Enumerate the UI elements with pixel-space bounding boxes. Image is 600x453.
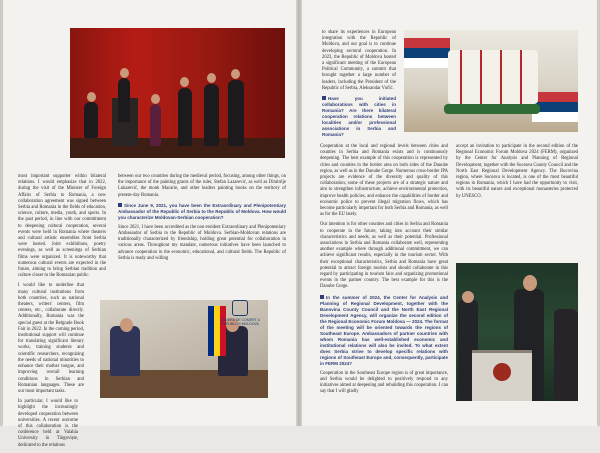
paragraph: to share its experiences in European integration with the Republic of Moldova, and our goal is to continue developing sectoral cooperation. In 2023, the Republic of Moldova hosted a significant meeting of the European Political Community, a summit that brought together a large number of leaders, including the President of the Republic of Serbia, Aleksandar Vučić. [322,30,396,91]
paragraph: between our two countries during the medieval period, focusing, among other things, on the importance of the painting grants of the ruler, Stefan Lazarević, as well as Dimitrije Lukarević, the monk Macarie, and other leaders painting books on the territory of present-day Romania. [118,174,286,198]
person [110,326,140,376]
paragraph: Cooperation at the local and regional levels between cities and counties in Serbia and Romania exists and is continuously deepening. The best example of this cooperation is represented by cities and counties in the border area on both sides of the Danube region, as well as in the Danube Gorge. Numerous cross-border IPA projects are evidence of the diversity and quality of this collaboration; some of these projects are of a strategic nature and aim to strengthen infrastructure, achieve environmental protection, improve health policies, and enhance the capabilities of border and economic police to prevent illegal migration flows, which has become particularly important for both Serbia and Romania, as well as for the EU lately. [320,144,448,218]
person [150,104,161,146]
person-head [523,275,537,291]
person-head [231,69,240,79]
interview-question [322,96,396,138]
question-text: Since June 9, 2021, you have been the Extraordinary and Plenipotentiary Ambassador of the Republic of Serbia to the Republic of Moldova. How would you characterize Moldovan-Serbian cooperation? [118,202,286,220]
paragraph: most important supporter within bilateral relations. I would emphasize that in 2022, during the visit of the Minister of Foreign Affairs of Serbia to Romania, a new collaboration agreement was signed between Serbia and Romania in the fields of education, science, culture, media, youth, and sports. In the past period, in line with our commitment to deepening cultural cooperation, several events were held in Romania where theaters and cultural artistic ensembles from Serbia were hosted. Joint exhibitions, poetry evenings, as well as screenings of Serbian films were organized. It is noteworthy that numerous cultural events are expected in the future, aiming to bring Serbian tradition and culture closer to the Romanian public. [18,174,106,279]
right-column-2 [456,144,578,204]
emblem-icon [232,300,248,316]
person [178,88,192,146]
interview-question [320,295,448,367]
paragraph: Since 2021, I have been accredited as the non-resident Extraordinary and Plenipotentiary Ambassador of Serbia to the Republic of Moldova. Serbian-Moldovan relations are traditionally characterized by friendship, holding great potential for collaboration in various areas. Throughout my mandate, numerous initiatives have been launched to advance cooperation in the economic, educational, and cultural fields. The Republic of Serbia is ready and willing [118,224,286,261]
page-edge-left [0,0,3,426]
paragraph: accept an invitation to participate in the second edition of the Regional Economic Forum Moldova 2024 (FERM), organized by the Center for Analysis and Planning of Regional Development, together with the Suceava County Council and the North East Regional Development Agency. The Bucovina region, where Suceava is located, is one of the most beautiful regions in Romania, which I have had the opportunity to visit, with its beautiful nature and exceptional monasteries protected by UNESCO. [456,144,578,199]
flower-garland [444,104,540,114]
person [554,309,578,401]
speech-photo [456,263,578,401]
person [204,84,219,146]
question-text: Have you initiated collaborations with cities in Romania? Are there bilateral cooperation relations between localities and/or professional associations in Serbia and Romania? [322,96,396,138]
question-marker-icon [320,295,324,299]
person [84,102,98,138]
person-head [180,77,189,87]
person-head [120,68,129,78]
person-head [120,318,133,332]
logo-text: CAMERA DE COMERȚ A REPUBLICII MOLDOVA [220,318,260,326]
right-column-1 [320,144,448,399]
folk-ensemble-photo [404,30,578,132]
person-head [462,291,474,303]
page-gutter [296,0,302,426]
paragraph: I would like to underline that many cultural institutions from both countries, such as national theaters, writers' centers, film centers, etc., collaborate directly. Additionally, Romania was the special guest at the Belgrade Book Fair in 2022. In the coming period, institutional support will continue for translating significant literary works, training students and scientific researchers, recognizing the needs of national minorities to enhance their mother tongue, and improving overall learning conditions in Serbian and Romanian languages. These are our most important tasks. [18,283,84,394]
question-text: In the summer of 2024, the Center for Analysis and Planning of Regional Development, together with the Banovina County Council and the North East Regional Development Agency, will organize the second edition of the Regional Economic Forum Moldova — 2024. The format of the meeting will be oriented towards the regions of Southeast Europe. Ambassadors of partner countries with whom Romania has well-established economic and institutional relations will also be invited. To what extent does Serbia strive to develop specific relations with regions of Southeast Europe and, consequently, participate in FERM 2024? [320,294,448,366]
paragraph: Our intention is for other counties and cities in Serbia and Romania to cooperate in the future, taking into account their similar characteristics and needs, as well as their potential. Professional associations in Serbia and Romania collaborate well, representing another example where through additional commitment, we can achieve significant results, especially in the tourism sector. With their exceptional characteristics, Serbia and Romania have great potential to attract foreign tourists and should collaborate in this regard by participating in tourism fairs and organizing promotional events in the partner country. The best example for this is the Danube Gorge. [320,222,448,290]
paragraph: Cooperation in the Southeast Europe region is of great importance, and Serbia would be delighted to positively respond to any initiatives aimed at deepening and rebuilding this cooperation. I can say that I will gladly [320,370,448,395]
person-head [151,94,160,104]
left-column-2 [118,174,286,266]
question-marker-icon [322,96,326,100]
people-in-traditional-dress [448,50,538,104]
chamber-logo [215,300,265,340]
serbian-flag [404,38,450,68]
person [118,78,130,122]
interview-question [118,203,286,221]
person [228,80,244,146]
person-head [87,92,96,102]
paragraph: In particular, I would like to highlight the increasingly developed cooperation between universities. A recent outcome of this collaboration is the conference held at Valahia University in Târgoviște, dedicated to the relations [18,399,78,448]
question-marker-icon [118,203,122,207]
right-intro-text [322,30,396,142]
event-photo [70,28,285,158]
lectern [472,350,532,401]
left-column-1 [18,174,106,453]
tree-emblem-icon [493,363,511,381]
person-head [207,73,216,83]
